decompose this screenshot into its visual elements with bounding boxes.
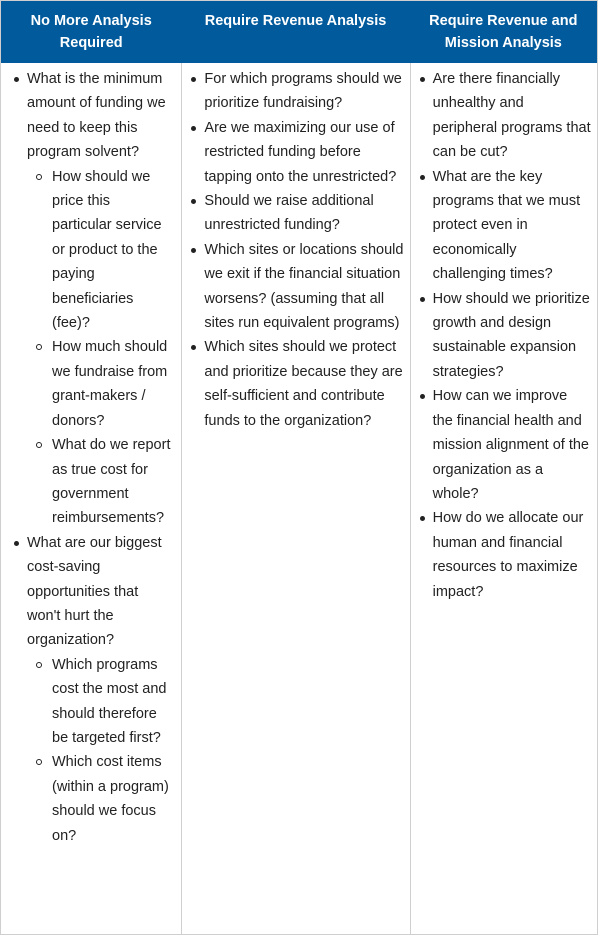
list-item: What are the key programs that we must protect even in economically challenging times? xyxy=(411,165,591,287)
list-item: Which sites or locations should we exit if the financial situation worsens? (assuming that all sites run equivalent programs) xyxy=(182,238,405,336)
list-item xyxy=(5,67,171,531)
sub-list-item: What do we report as true cost for government reimbursements? xyxy=(30,433,171,531)
question-text: What are our biggest cost-saving opportunities that won't hurt the organization? xyxy=(27,534,162,649)
question-list xyxy=(411,67,597,604)
question-list xyxy=(182,67,409,433)
sub-list-item: Which programs cost the most and should therefore be targeted first? xyxy=(30,653,171,751)
list-item xyxy=(5,531,171,848)
column-revenue-analysis xyxy=(181,63,409,934)
table-header xyxy=(1,1,597,63)
header-revenue-mission-analysis: Require Revenue and Mission Analysis xyxy=(429,13,578,51)
list-item: How should we prioritize growth and design sustainable expansion strategies? xyxy=(411,287,591,385)
table-body xyxy=(1,63,597,934)
header-revenue-analysis: Require Revenue Analysis xyxy=(204,13,387,29)
list-item: Should we raise additional unrestricted funding? xyxy=(182,189,405,238)
sub-list-item: Which cost items (within a program) should we focus on? xyxy=(30,750,171,848)
list-item: Which sites should we protect and prioritize because they are self-sufficient and contribute funds to the organization? xyxy=(182,335,405,433)
sub-question-list xyxy=(30,165,171,531)
column-no-more-analysis xyxy=(1,63,181,934)
sub-question-list xyxy=(30,653,171,848)
question-text: What is the minimum amount of funding we need to keep this program solvent? xyxy=(27,71,166,161)
sub-list-item: How much should we fundraise from grant-makers / donors? xyxy=(30,335,171,433)
column-revenue-mission-analysis xyxy=(410,63,597,934)
question-list xyxy=(5,67,177,848)
list-item: Are there financially unhealthy and peripheral programs that can be cut? xyxy=(411,67,591,165)
sub-list-item: How should we price this particular service or product to the paying beneficiaries (fee)? xyxy=(30,165,171,336)
list-item: How do we allocate our human and financial resources to maximize impact? xyxy=(411,506,591,604)
header-no-more-analysis: No More Analysis Required xyxy=(30,13,152,51)
list-item: How can we improve the financial health and mission alignment of the organization as a whole? xyxy=(411,384,591,506)
list-item: Are we maximizing our use of restricted funding before tapping onto the unrestricted? xyxy=(182,116,405,189)
list-item: For which programs should we prioritize fundraising? xyxy=(182,67,405,116)
